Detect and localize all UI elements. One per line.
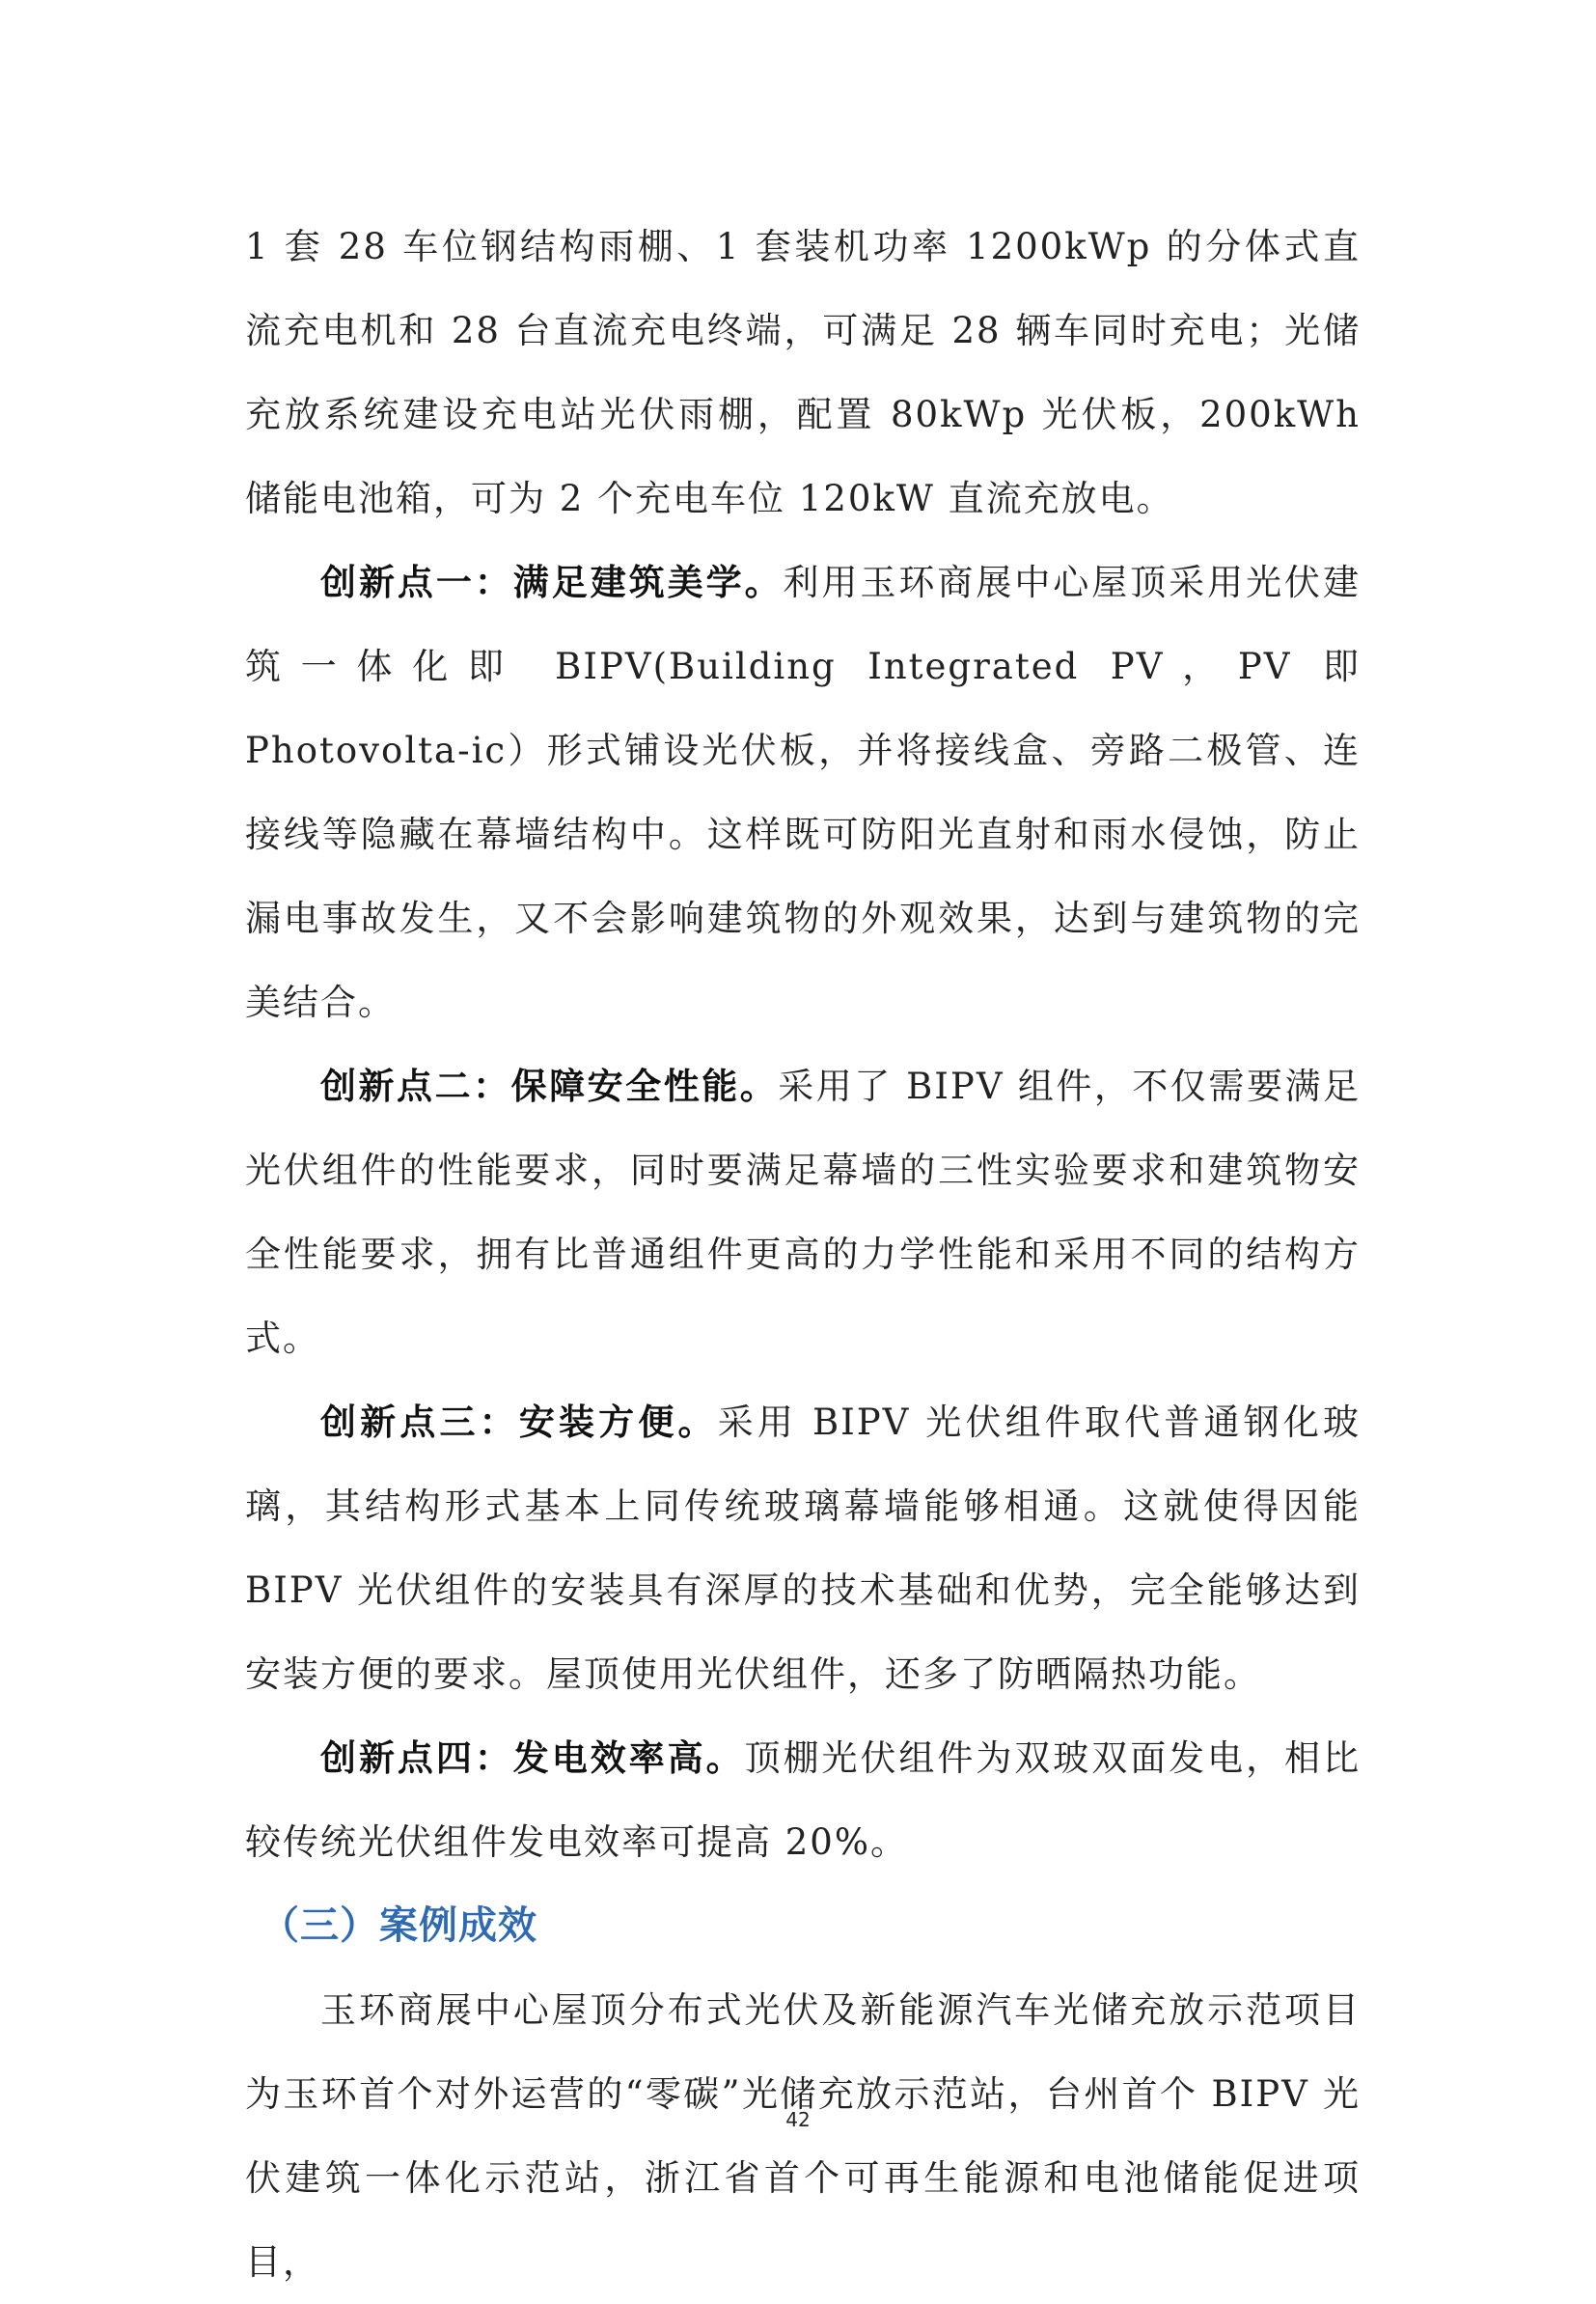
paragraph-text: 1 套 28 车位钢结构雨棚、1 套装机功率 1200kWp 的分体式直流充电机和 28 台直流充电终端，可满足 28 辆车同时充电；光储充放系统建设充电站光伏雨棚，配置 80kWp 光伏板，200kWh 储能电池箱，可为 2 个充电车位 120kW 直流充放电。 [245, 226, 1361, 519]
page-number: 42 [785, 2108, 811, 2131]
innovation-2-heading: 创新点二：保障安全性能。 [320, 1066, 779, 1107]
innovation-2-text: 采用了 BIPV 组件，不仅需要满足光伏组件的性能要求，同时要满足幕墙的三性实验要求和建筑物安全性能要求，拥有比普通组件更高的力学性能和采用不同的结构方式。 [245, 1066, 1361, 1359]
innovation-1-heading: 创新点一：满足建筑美学。 [320, 562, 784, 603]
paragraph-text: 玉环商展中心屋顶分布式光伏及新能源汽车光储充放示范项目为玉环首个对外运营的“零碳”光储充放示范站，台州首个 BIPV 光伏建筑一体化示范站，浙江省首个可再生能源和电池储能促进项目， [245, 1989, 1361, 2283]
paragraph-case-results [245, 1968, 1361, 2304]
innovation-3-text: 采用 BIPV 光伏组件取代普通钢化玻璃，其结构形式基本上同传统玻璃幕墙能够相通。这就使得因能 BIPV 光伏组件的安装具有深厚的技术基础和优势，完全能够达到安装方便的要求。屋顶使用光伏组件，还多了防晒隔热功能。 [245, 1402, 1361, 1695]
innovation-4-heading: 创新点四：发电效率高。 [320, 1737, 745, 1779]
paragraph-innovation-1 [245, 541, 1361, 1044]
section-heading-case-results: （三）案例成效 [261, 1903, 537, 1948]
innovation-4-text: 顶棚光伏组件为双玻双面发电，相比较传统光伏组件发电效率可提高 20%。 [245, 1737, 1362, 1863]
paragraph-project-config [245, 205, 1361, 541]
paragraph-innovation-3 [245, 1380, 1361, 1716]
paragraph-innovation-4 [245, 1716, 1361, 1884]
page-body [245, 205, 1361, 2304]
innovation-1-text: 利用玉环商展中心屋顶采用光伏建筑一体化即 BIPV(Building Integrated PV，PV 即 Photovolta-ic）形式铺设光伏板，并将接线盒、旁路二极管、连接线等隐藏在幕墙结构中。这样既可防阳光直射和雨水侵蚀，防止漏电事故发生，又不会影响建筑物的外观效果，达到与建筑物的完美结合。 [245, 562, 1362, 1023]
paragraph-innovation-2 [245, 1044, 1361, 1380]
innovation-3-heading: 创新点三：安装方便。 [320, 1402, 718, 1443]
